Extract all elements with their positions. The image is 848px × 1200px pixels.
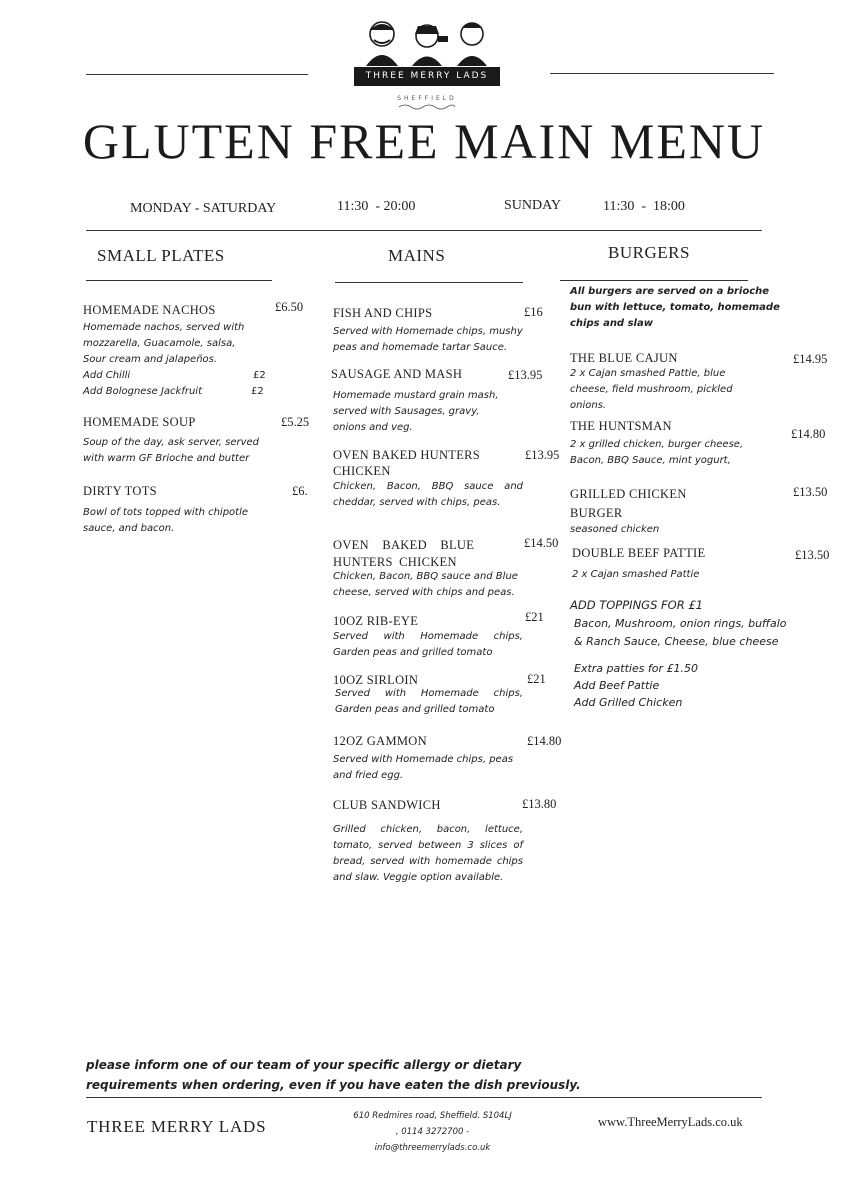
logo-name: THREE MERRY LADS <box>354 67 500 86</box>
gammon-name: 12OZ GAMMON <box>333 734 427 748</box>
extra-patties: Extra patties for £1.50 Add Beef Pattie Add Grilled Chicken <box>574 662 699 709</box>
toppings-title: ADD TOPPINGS FOR £1 <box>570 598 703 612</box>
section-title-mains: MAINS <box>388 246 446 265</box>
logo-flourish-icon <box>397 103 457 111</box>
nachos-extra-jackfruit: Add Bolognese Jackfruit <box>83 386 203 397</box>
huntsman-price: £14.80 <box>791 427 826 441</box>
footer-name: THREE MERRY LADS <box>87 1117 267 1136</box>
huntsman-name: THE HUNTSMAN <box>570 419 672 433</box>
burgers-rule <box>560 280 748 281</box>
double-beef-description: 2 x Cajan smashed Pattie <box>572 569 700 580</box>
tots-description: Bowl of tots topped with chipotle sauce, and bacon. <box>83 507 249 534</box>
gammon-price: £14.80 <box>527 734 562 748</box>
hours-rule <box>86 230 762 231</box>
nachos-price: £6.50 <box>275 300 304 314</box>
blue-cajun-price: £14.95 <box>793 352 828 366</box>
ribeye-description: Served with Homemade chips, Garden peas and grilled tomato <box>333 631 523 658</box>
grilled-chicken-name: GRILLED CHICKEN BURGER <box>570 487 687 520</box>
tots-name: DIRTY TOTS <box>83 484 157 498</box>
hunters-description: Chicken, Bacon, BBQ sauce and cheddar, served with chips, peas. <box>333 481 523 508</box>
hunters-price: £13.95 <box>525 448 560 462</box>
hours-weekday-time: 11:30 - 20:00 <box>337 199 416 214</box>
sausage-name: SAUSAGE AND MASH <box>331 367 463 381</box>
grilled-chicken-price: £13.50 <box>793 485 828 499</box>
ribeye-price: £21 <box>525 610 544 624</box>
logo-location: SHEFFIELD <box>397 95 457 102</box>
sirloin-description: Served with Homemade chips, Garden peas and grilled tomato <box>335 688 523 715</box>
sirloin-price: £21 <box>527 672 546 686</box>
header-rule-right <box>550 73 774 74</box>
nachos-name: HOMEMADE NACHOS <box>83 303 216 317</box>
page-title: GLUTEN FREE MAIN MENU <box>82 113 766 169</box>
double-beef-name: DOUBLE BEEF PATTIE <box>572 546 706 560</box>
allergy-notice: please inform one of our team of your specific allergy or dietary requirements when ordering, even if you have eaten the dish previously. <box>86 1058 581 1092</box>
soup-description: Soup of the day, ask server, served with warm GF Brioche and butter <box>83 437 260 464</box>
fish-description: Served with Homemade chips, mushy peas and homemade tartar Sauce. <box>333 326 523 353</box>
nachos-extra-chilli-price: £2 <box>253 370 266 381</box>
huntsman-description: 2 x grilled chicken, burger cheese, Bacon, BBQ Sauce, mint yogurt, <box>570 439 744 466</box>
club-price: £13.80 <box>522 797 557 811</box>
soup-name: HOMEMADE SOUP <box>83 415 196 429</box>
footer-rule <box>86 1097 762 1098</box>
blue-hunters-name: OVEN BAKED BLUE HUNTERS CHICKEN <box>333 538 475 569</box>
hours-weekday-label: MONDAY - SATURDAY <box>130 201 277 216</box>
gammon-description: Served with Homemade chips, peas and fried egg. <box>333 754 514 781</box>
hours-sunday-time: 11:30 - 18:00 <box>603 199 685 214</box>
sausage-description: Homemade mustard grain mash, served with Sausages, gravy, onions and veg. <box>333 390 499 433</box>
burgers-intro: All burgers are served on a brioche bun with lettuce, tomato, homemade chips and slaw <box>570 286 780 329</box>
nachos-description: Homemade nachos, served with mozzarella, Guacamole, salsa, Sour cream and jalapeños. <box>83 322 245 365</box>
club-name: CLUB SANDWICH <box>333 798 441 812</box>
hunters-name: OVEN BAKED HUNTERS CHICKEN <box>333 448 481 478</box>
section-title-small-plates: SMALL PLATES <box>97 246 225 265</box>
section-title-burgers: BURGERS <box>608 243 690 262</box>
double-beef-price: £13.50 <box>795 548 830 562</box>
header-rule-left <box>86 74 308 75</box>
small-plates-rule <box>86 280 272 281</box>
footer-website[interactable]: www.ThreeMerryLads.co.uk <box>598 1115 743 1129</box>
logo <box>352 14 502 112</box>
blue-cajun-name: THE BLUE CAJUN <box>570 351 678 365</box>
blue-hunters-price: £14.50 <box>524 536 559 550</box>
nachos-extra-chilli: Add Chilli <box>83 370 131 381</box>
nachos-extra-jackfruit-price: £2 <box>251 386 264 397</box>
blue-hunters-description: Chicken, Bacon, BBQ sauce and Blue cheese, served with chips and peas. <box>333 571 518 598</box>
fish-name: FISH AND CHIPS <box>333 306 433 320</box>
toppings-list: Bacon, Mushroom, onion rings, buffalo & Ranch Sauce, Cheese, blue cheese <box>574 617 787 648</box>
sausage-price: £13.95 <box>508 368 543 382</box>
footer-address: 610 Redmires road, Sheffield. S104LJ , 0114 3272700 - info@threemerrylads.co.uk <box>353 1111 512 1153</box>
grilled-chicken-description: seasoned chicken <box>570 524 660 535</box>
logo-illustration-icon <box>352 14 502 68</box>
fish-price: £16 <box>524 305 543 319</box>
blue-cajun-description: 2 x Cajan smashed Pattie, blue cheese, field mushroom, pickled onions. <box>570 368 733 411</box>
club-description: Grilled chicken, bacon, lettuce, tomato, served between 3 slices of bread, served with homemade chips and slaw. Veggie option available. <box>333 824 523 883</box>
ribeye-name: 10OZ RIB-EYE <box>333 614 419 628</box>
hours-sunday-label: SUNDAY <box>504 198 562 213</box>
sirloin-name: 10OZ SIRLOIN <box>333 673 419 687</box>
soup-price: £5.25 <box>281 415 310 429</box>
tots-price: £6. <box>292 484 308 498</box>
mains-rule <box>335 282 523 283</box>
